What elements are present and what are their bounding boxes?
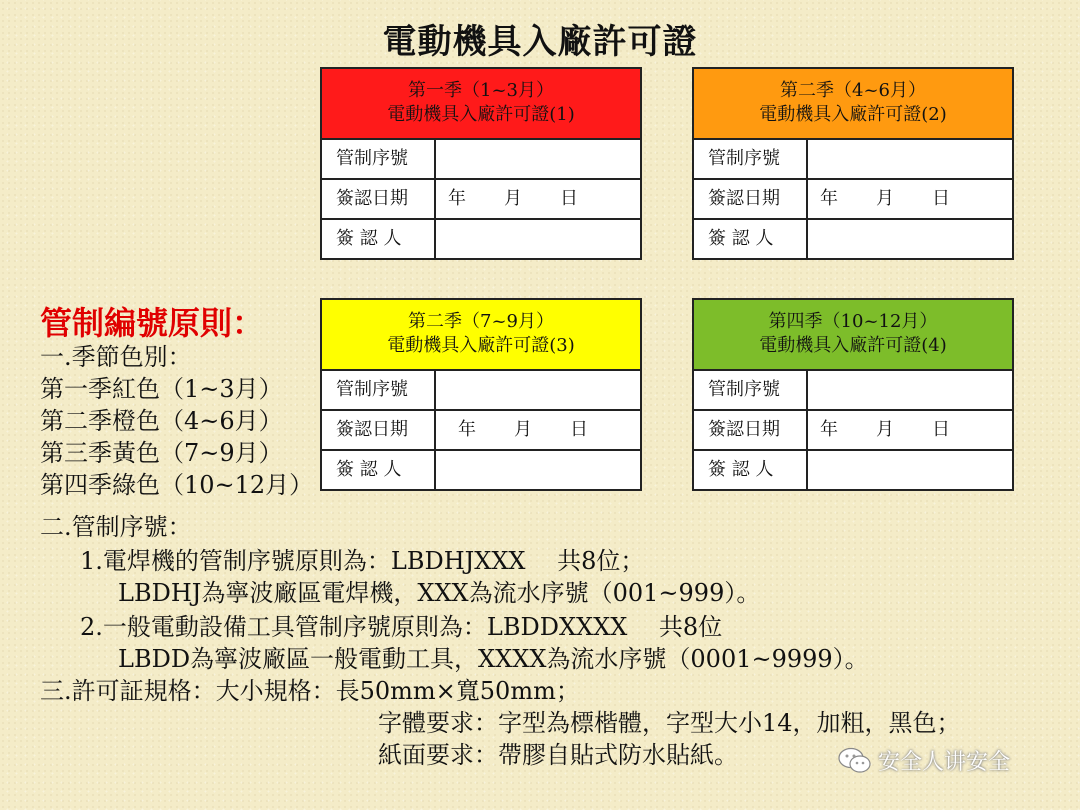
permit-card-q4 [692, 298, 1014, 491]
month-label: 月 [876, 188, 894, 209]
signer-value [808, 220, 1012, 259]
sign-date-label: 簽認日期 [694, 411, 808, 449]
signer-row [694, 220, 1012, 259]
permit-header [694, 300, 1012, 371]
rule-line: 2.一般電動設備工具管制序號原則為：LBDDXXXX 共8位 [80, 613, 723, 641]
rule-line: 1.電焊機的管制序號原則為：LBDHJXXX 共8位； [80, 547, 645, 575]
year-label: 年 [458, 419, 476, 440]
permit-header [694, 69, 1012, 140]
permit-quarter: 第四季（10~12月） [768, 311, 938, 332]
signer-label: 簽 認 人 [694, 220, 808, 259]
year-label: 年 [820, 188, 838, 209]
control-number-label: 管制序號 [322, 140, 436, 178]
sign-date-label: 簽認日期 [322, 180, 436, 218]
day-label: 日 [932, 419, 950, 440]
control-number-label: 管制序號 [322, 371, 436, 409]
rule-line: LBDD為寧波廠區一般電動工具，XXXX為流水序號（0001~9999）。 [118, 645, 869, 673]
rule-line: 字體要求：字型為標楷體，字型大小14，加粗，黑色； [378, 709, 961, 737]
month-label: 月 [876, 419, 894, 440]
permit-quarter: 第一季（1~3月） [408, 80, 554, 101]
watermark [838, 745, 1010, 776]
permit-card-q1 [320, 67, 642, 260]
sign-date-label: 簽認日期 [322, 411, 436, 449]
rule-line: 三.許可証規格：大小規格：長50mm×寬50mm； [40, 677, 580, 705]
permit-quarter: 第二季（7~9月） [408, 311, 554, 332]
sign-date-value [808, 180, 1012, 218]
sign-date-row [694, 180, 1012, 220]
month-label: 月 [504, 188, 522, 209]
sign-date-label: 簽認日期 [694, 180, 808, 218]
rule-line: 二.管制序號： [40, 513, 192, 541]
control-number-row [694, 371, 1012, 411]
permit-name: 電動機具入廠許可證(1) [387, 104, 575, 125]
control-number-value [808, 140, 1012, 178]
watermark-text: 安全人讲安全 [878, 750, 1011, 775]
signer-value [808, 451, 1012, 490]
control-number-label: 管制序號 [694, 140, 808, 178]
year-label: 年 [448, 188, 466, 209]
control-number-value [808, 371, 1012, 409]
rules-heading: 管制編號原則： [40, 304, 265, 342]
permit-name: 電動機具入廠許可證(2) [759, 104, 947, 125]
signer-label: 簽 認 人 [322, 451, 436, 490]
signer-label: 簽 認 人 [694, 451, 808, 490]
permit-quarter: 第二季（4~6月） [780, 80, 926, 101]
day-label: 日 [932, 188, 950, 209]
control-number-row [694, 140, 1012, 180]
sign-date-value [436, 180, 640, 218]
control-number-label: 管制序號 [694, 371, 808, 409]
control-number-value [436, 371, 640, 409]
sign-date-row [694, 411, 1012, 451]
rule-line: 紙面要求：帶膠自貼式防水貼紙。 [378, 741, 738, 769]
sign-date-value [436, 411, 640, 449]
signer-row [322, 451, 640, 490]
control-number-row [322, 371, 640, 411]
control-number-row [322, 140, 640, 180]
rule-line: 一.季節色別： [40, 343, 192, 371]
signer-row [322, 220, 640, 259]
rule-line: 第二季橙色（4~6月） [40, 407, 283, 435]
wechat-icon [838, 747, 872, 775]
control-number-value [436, 140, 640, 178]
month-label: 月 [514, 419, 532, 440]
permit-header [322, 300, 640, 371]
rule-line: 第四季綠色（10~12月） [40, 471, 314, 499]
sign-date-row [322, 411, 640, 451]
rule-line: LBDHJ為寧波廠區電焊機，XXX為流水序號（001~999）。 [118, 579, 761, 607]
permit-card-q2 [692, 67, 1014, 260]
rule-line: 第三季黃色（7~9月） [40, 439, 283, 467]
signer-row [694, 451, 1012, 490]
signer-value [436, 220, 640, 259]
permit-name: 電動機具入廠許可證(4) [759, 335, 947, 356]
sign-date-row [322, 180, 640, 220]
day-label: 日 [560, 188, 578, 209]
signer-label: 簽 認 人 [322, 220, 436, 259]
signer-value [436, 451, 640, 490]
year-label: 年 [820, 419, 838, 440]
day-label: 日 [570, 419, 588, 440]
sign-date-value [808, 411, 1012, 449]
rule-line: 第一季紅色（1~3月） [40, 375, 283, 403]
permit-card-q3 [320, 298, 642, 491]
permit-name: 電動機具入廠許可證(3) [387, 335, 575, 356]
permit-header [322, 69, 640, 140]
page-title: 電動機具入廠許可證 [382, 22, 698, 62]
